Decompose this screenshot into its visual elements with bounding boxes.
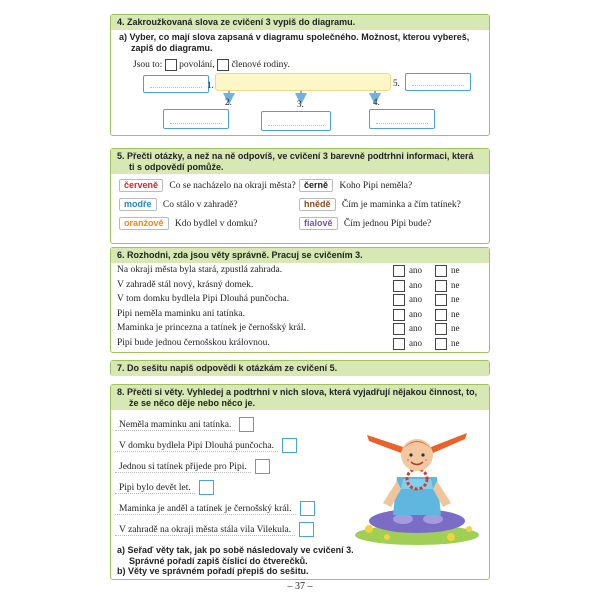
color-tag: oranžově bbox=[119, 217, 169, 230]
color-tag: hnědě bbox=[299, 198, 336, 211]
sentence-row bbox=[115, 438, 297, 454]
exercise-5-title bbox=[111, 149, 489, 174]
sentence-text: V zahradě na okraji města stála vila Vilekula. bbox=[115, 525, 295, 536]
ano-label: ano bbox=[409, 337, 422, 348]
diagram-number-2: 2. bbox=[225, 97, 232, 107]
checkbox-ano[interactable] bbox=[393, 323, 405, 335]
ano-label: ano bbox=[409, 294, 422, 304]
statement-text: Na okraji města byla stará, zpustlá zahrada. bbox=[117, 265, 283, 275]
order-box[interactable] bbox=[239, 417, 254, 432]
ano-label: ano bbox=[409, 279, 422, 290]
checkbox-ano[interactable] bbox=[393, 280, 405, 292]
ne-label: ne bbox=[451, 279, 460, 290]
color-tag: červeně bbox=[119, 179, 163, 192]
exercise-4-title: 4. Zakroužkovaná slova ze cvičení 3 vypiš do diagramu. bbox=[111, 15, 489, 30]
exercise-7-title: 7. Do sešitu napiš odpovědi k otázkám ze cvičení 5. bbox=[111, 361, 489, 376]
ne-label: ne bbox=[451, 308, 460, 319]
sentence-text: Pipi bylo devět let. bbox=[115, 483, 195, 494]
sentence-text: V domku bydlela Pipi Dlouhá punčocha. bbox=[115, 441, 278, 452]
ne-label: ne bbox=[451, 294, 460, 304]
checkbox-ano[interactable] bbox=[393, 265, 405, 277]
sentence-row bbox=[115, 501, 315, 517]
diagram-box-4[interactable] bbox=[369, 109, 435, 129]
exercise-6 bbox=[110, 247, 490, 353]
checkbox-ne[interactable] bbox=[435, 338, 447, 350]
question-row bbox=[119, 198, 238, 212]
ano-label: ano bbox=[409, 323, 422, 333]
ano-label: ano bbox=[409, 308, 422, 319]
sentence-text: Maminka je anděl a tatínek je černošský král. bbox=[115, 504, 296, 515]
exercise-7 bbox=[110, 360, 490, 376]
color-tag: modře bbox=[119, 198, 157, 211]
ne-label: ne bbox=[451, 337, 460, 348]
diagram-box-3[interactable] bbox=[261, 111, 331, 131]
statement-row bbox=[117, 280, 487, 294]
exercise-8a-line2: Správné pořadí zapiš číslicí do čtverečků. bbox=[129, 555, 308, 566]
exercise-8-title-line1: 8. Přečti si věty. Vyhledej a podtrhni v nich slova, která vyjadřují nějakou činnost, to, bbox=[117, 387, 478, 397]
question-text: Kdo bydlel v domku? bbox=[174, 219, 258, 229]
sentence-text: Jednou si tatínek přijede pro Pipi. bbox=[115, 462, 251, 473]
statement-text: Pipi bude jednou černošskou královnou. bbox=[117, 337, 270, 348]
order-box[interactable] bbox=[199, 480, 214, 495]
question-row bbox=[299, 198, 461, 212]
sentence-row bbox=[115, 480, 214, 496]
question-row bbox=[119, 179, 296, 193]
statement-row bbox=[117, 265, 487, 279]
exercise-8-title-line2: že se něco děje nebo něco je. bbox=[129, 397, 256, 408]
checkbox-ano[interactable] bbox=[393, 338, 405, 350]
exercise-4a-line2: zapiš do diagramu. bbox=[131, 43, 213, 53]
checkbox-ne[interactable] bbox=[435, 280, 447, 292]
order-box[interactable] bbox=[255, 459, 270, 474]
pipi-illustration bbox=[347, 417, 487, 547]
exercise-5-title-line2: ti s odpovědí pomůže. bbox=[129, 161, 224, 172]
exercise-8a-line1: a) Seřaď věty tak, jak po sobě následovaly ve cvičení 3. bbox=[117, 545, 354, 555]
ano-label: ano bbox=[409, 265, 422, 275]
diagram-number-4: 4. bbox=[373, 97, 380, 107]
sentence-row bbox=[115, 522, 314, 538]
question-text: Co stálo v zahradě? bbox=[162, 200, 238, 210]
exercise-6-title: 6. Rozhodni, zda jsou věty správně. Pracuj se cvičením 3. bbox=[111, 248, 489, 263]
statement-row bbox=[117, 338, 487, 352]
diagram-number-3: 3. bbox=[297, 99, 304, 109]
workbook-page bbox=[110, 14, 490, 594]
checkbox-ne[interactable] bbox=[435, 294, 447, 306]
checkbox-ano[interactable] bbox=[393, 294, 405, 306]
exercise-5 bbox=[110, 148, 490, 244]
ne-label: ne bbox=[451, 265, 460, 275]
exercise-4 bbox=[110, 14, 490, 136]
diagram-box-1[interactable] bbox=[143, 75, 209, 93]
jsou-to-label: Jsou to: bbox=[133, 60, 163, 71]
statement-row bbox=[117, 294, 487, 308]
order-box[interactable] bbox=[299, 522, 314, 537]
question-row bbox=[299, 217, 431, 231]
ne-label: ne bbox=[451, 323, 460, 333]
diagram-center-box[interactable] bbox=[215, 73, 391, 91]
option-clenove-rodiny-label: členové rodiny. bbox=[231, 60, 290, 71]
order-box[interactable] bbox=[282, 438, 297, 453]
sentence-row bbox=[115, 417, 254, 433]
checkbox-ne[interactable] bbox=[435, 323, 447, 335]
checkbox-ano[interactable] bbox=[393, 309, 405, 321]
diagram-number-5: 5. bbox=[393, 78, 400, 88]
question-text: Co se nacházelo na okraji města? bbox=[169, 181, 296, 191]
statement-row bbox=[117, 309, 487, 323]
diagram-number-1: 1. bbox=[207, 80, 214, 90]
statement-row bbox=[117, 323, 487, 337]
statement-text: Pipi neměla maminku ani tatínka. bbox=[117, 308, 245, 319]
diagram-box-5[interactable] bbox=[405, 73, 471, 91]
statement-text: Maminka je princezna a tatínek je černošský král. bbox=[117, 323, 306, 333]
exercise-8-tasks bbox=[117, 545, 354, 577]
color-tag: fialově bbox=[299, 217, 338, 230]
question-row bbox=[299, 179, 412, 193]
exercise-4a-line1: a) Vyber, co mají slova zapsaná v diagramu společného. Možnost, kterou vybereš, bbox=[119, 32, 470, 42]
page-number: – 37 – bbox=[287, 581, 313, 592]
checkbox-ne[interactable] bbox=[435, 265, 447, 277]
color-tag: černě bbox=[299, 179, 333, 192]
checkbox-ne[interactable] bbox=[435, 309, 447, 321]
question-text: Čím je maminka a čím tatínek? bbox=[341, 200, 461, 210]
exercise-8 bbox=[110, 384, 490, 580]
question-text: Čím jednou Pipi bude? bbox=[343, 219, 432, 229]
exercise-5-title-line1: 5. Přečti otázky, a než na ně odpovíš, ve cvičení 3 barevně podtrhni informaci, která bbox=[117, 151, 474, 161]
exercise-8b-line: b) Věty ve správném pořadí přepiš do sešitu. bbox=[117, 566, 309, 576]
question-row bbox=[119, 217, 257, 231]
sentence-text: Neměla maminku ani tatínka. bbox=[115, 420, 235, 431]
question-text: Koho Pipi neměla? bbox=[339, 181, 413, 191]
option-povolani-label: povolání, bbox=[179, 60, 215, 71]
sentence-row bbox=[115, 459, 270, 475]
exercise-8-title bbox=[111, 385, 489, 410]
diagram-box-2[interactable] bbox=[163, 109, 229, 129]
statement-text: V tom domku bydlela Pipi Dlouhá punčocha. bbox=[117, 294, 290, 304]
order-box[interactable] bbox=[300, 501, 315, 516]
statement-text: V zahradě stál nový, krásný domek. bbox=[117, 279, 254, 290]
